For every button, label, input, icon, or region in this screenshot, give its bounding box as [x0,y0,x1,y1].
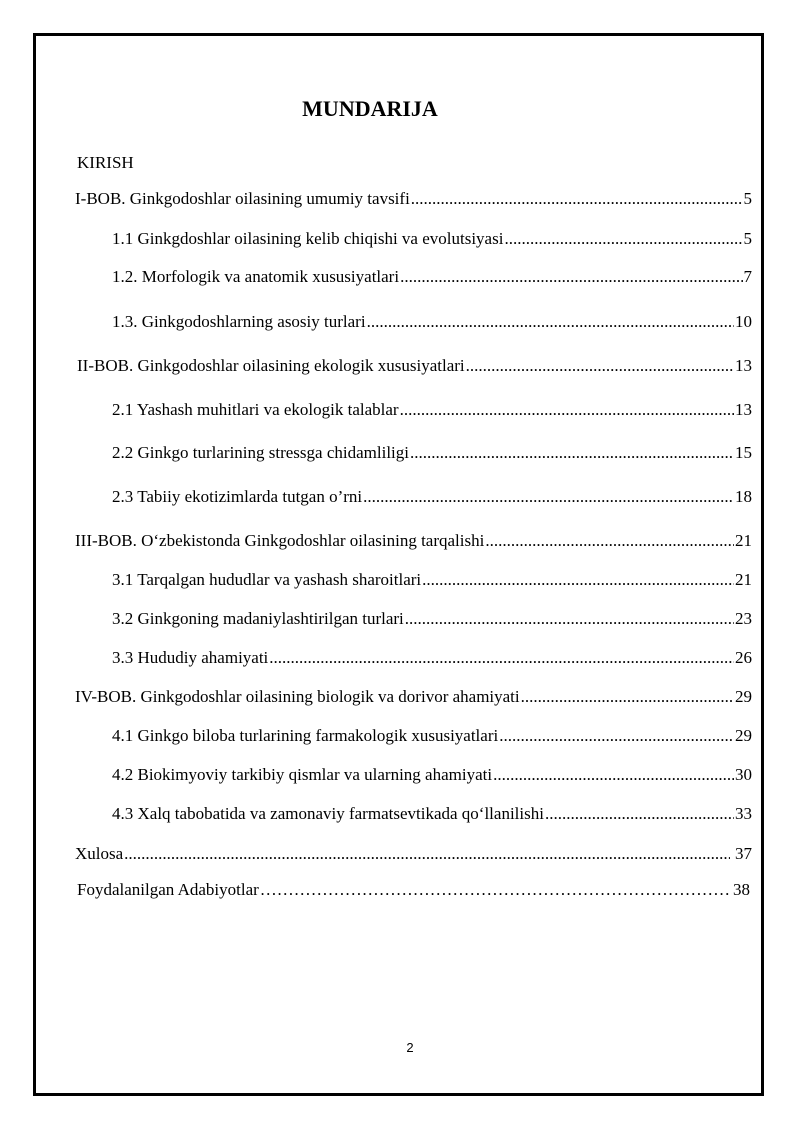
toc-entry-page: 13 [735,356,752,375]
toc-entry-text: 4.2 Biokimyoviy tarkibiy qismlar va ularning ahamiyati [112,765,493,784]
toc-leader-dots [493,763,734,787]
toc-entry-text: III-BOB. O‘zbekistonda Ginkgodoshlar oilasining tarqalishi [75,531,485,550]
toc-leader-dots [504,227,742,251]
toc-leader-dots [400,398,734,422]
toc-leader-dots [367,310,734,334]
toc-entry-text: Foydalanilgan Adabiyotlar [77,880,259,899]
toc-entry-page: 7 [743,267,752,286]
toc-leader-dots [405,607,734,631]
toc-entry-page: 21 [735,570,752,589]
toc-leader-dots [485,529,734,553]
toc-entry-page: 5 [743,229,752,248]
toc-leader-dots [410,441,734,465]
toc-entry-text: 4.3 Xalq tabobatida va zamonaviy farmatsevtikada qo‘llanilishi [112,804,544,823]
toc-entry-chapter-4[interactable] [75,685,752,709]
toc-entry-1-3[interactable] [112,310,752,334]
toc-entry-text: IV-BOB. Ginkgodoshlar oilasining biologik va dorivor ahamiyati [75,687,520,706]
toc-entry-text: 1.3. Ginkgodoshlarning asosiy turlari [112,312,366,331]
toc-entry-text: 1.1 Ginkgdoshlar oilasining kelib chiqishi va evolutsiyasi [112,229,504,248]
toc-entry-page: 10 [735,312,752,331]
toc-entry-chapter-3[interactable] [75,529,752,553]
toc-entry-text: 3.1 Tarqalgan hududlar va yashash sharoitlari [112,570,422,589]
toc-entry-4-3[interactable] [112,802,752,826]
toc-leader-dots [124,842,730,866]
toc-entry-text: 4.1 Ginkgo biloba turlarining farmakologik xususiyatlari [112,726,499,745]
toc-entry-page: 29 [735,687,752,706]
toc-entry-page: 33 [735,804,752,823]
toc-entry-text: 3.3 Hududiy ahamiyati [112,648,269,667]
toc-kirish: KIRISH [77,153,134,172]
toc-entry-page: 13 [735,400,752,419]
toc-entry-text: I-BOB. Ginkgodoshlar oilasining umumiy tavsifi [75,189,410,208]
toc-entry-text: 1.2. Morfologik va anatomik xususiyatlari [112,267,400,286]
toc-leader-dots [466,354,734,378]
toc-leader-dots [363,485,734,509]
toc-entry-page: 21 [735,531,752,550]
toc-entry-1-2[interactable] [112,265,752,289]
toc-entry-chapter-1[interactable] [75,187,752,211]
toc-entry-4-2[interactable] [112,763,752,787]
toc-leader-dots [400,265,742,289]
toc-entry-page: 37 [730,844,752,863]
page-number: 2 [406,1040,414,1055]
page-title: MUNDARIJA [302,96,438,121]
toc-entry-2-2[interactable] [112,441,752,465]
toc-entry-3-1[interactable] [112,568,752,592]
toc-entry-3-3[interactable] [112,646,752,670]
toc-entry-4-1[interactable] [112,724,752,748]
toc-entry-page: 29 [735,726,752,745]
toc-entry-page: 15 [735,443,752,462]
toc-entry-page: 23 [735,609,752,628]
toc-leader-dots [545,802,734,826]
toc-leader-dots [521,685,734,709]
toc-entry-text: Xulosa [75,844,124,863]
toc-leader-ellipsis [260,878,732,902]
toc-entry-2-1[interactable] [112,398,752,422]
toc-leader-dots [411,187,743,211]
toc-entry-page: 26 [735,648,752,667]
toc-entry-page: 18 [735,487,752,506]
toc-entry-3-2[interactable] [112,607,752,631]
toc-entry-2-3[interactable] [112,485,752,509]
toc-entry-adabiyotlar[interactable] [77,878,750,902]
toc-leader-dots [422,568,734,592]
toc-entry-text: 2.3 Tabiiy ekotizimlarda tutgan o’rni [112,487,363,506]
toc-entry-page: 5 [743,189,752,208]
toc-entry-page: 30 [735,765,752,784]
toc-entry-xulosa[interactable] [75,842,752,866]
toc-entry-text: 2.1 Yashash muhitlari va ekologik talablar [112,400,399,419]
toc-entry-text: 2.2 Ginkgo turlarining stressga chidamliligi [112,443,409,462]
toc-entry-chapter-2[interactable] [77,354,752,378]
toc-entry-text: 3.2 Ginkgoning madaniylashtirilgan turlari [112,609,404,628]
toc-entry-page: 38 [733,880,750,899]
toc-leader-dots [269,646,734,670]
toc-entry-1-1[interactable] [112,227,752,251]
toc-entry-text: II-BOB. Ginkgodoshlar oilasining ekologik xususiyatlari [77,356,465,375]
toc-leader-dots [499,724,734,748]
